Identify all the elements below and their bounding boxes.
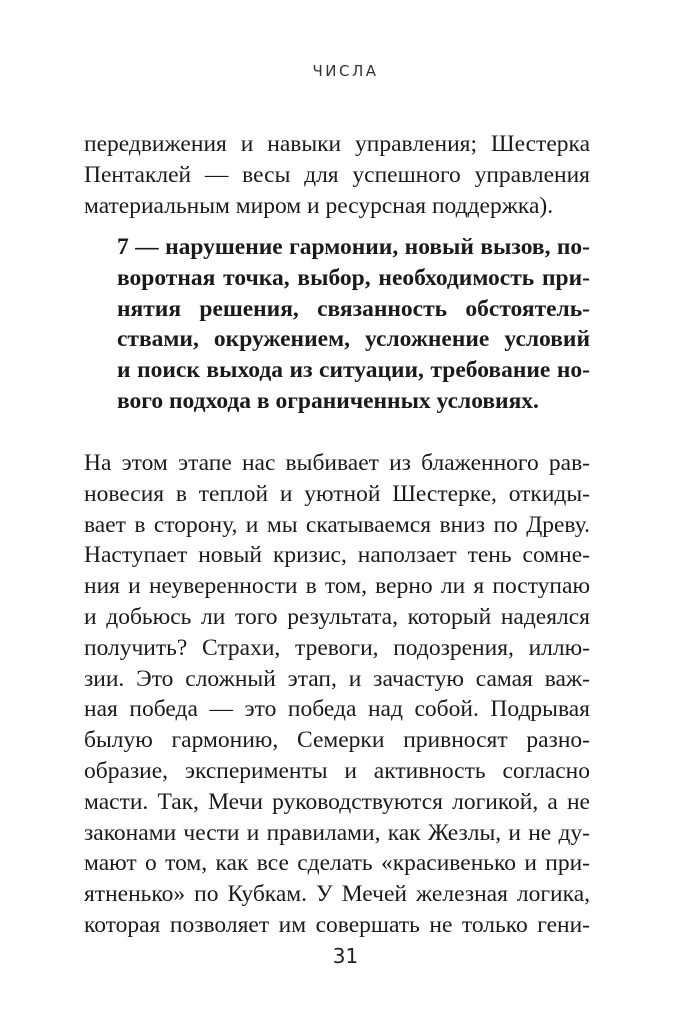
- text-line: которая позволяет им совершать не только гени-: [84, 911, 590, 938]
- text-line: получить? Страхи, тревоги, подозрения, иллю-: [84, 634, 590, 661]
- main-paragraph: [84, 448, 590, 941]
- text-line: 7 — нарушение гармонии, новый вызов, по-: [117, 234, 590, 260]
- page-number: 31: [332, 944, 359, 968]
- text-line: и поиск выхода из ситуации, требование но-: [117, 357, 590, 384]
- text-line: вает в сторону, и мы скатываемся вниз по Древу.: [84, 511, 590, 538]
- text-line: и добьюсь ли того результата, который надеялся: [84, 603, 590, 630]
- text-line: Наступает новый кризис, наползает тень сомне-: [84, 542, 590, 569]
- text-line: Пентаклей — весы для успешного управления: [84, 161, 590, 188]
- text-line: масти. Так, Мечи руководствуются логикой, а не: [84, 788, 590, 815]
- text-line: На этом этапе нас выбивает из блаженного рав-: [84, 450, 590, 476]
- text-line: передвижения и навыки управления; Шестерка: [84, 131, 590, 157]
- text-line: вого подхода в ограниченных условиях.: [117, 387, 539, 414]
- text-line: былую гармонию, Семерки привносят разно-: [84, 727, 590, 754]
- text-line: мают о том, как все сделать «красивенько и при-: [84, 850, 590, 877]
- text-line: законами чести и правилами, как Жезлы, и не ду-: [84, 819, 590, 846]
- running-head: ЧИСЛА: [312, 62, 379, 80]
- text-line: ятненько» по Кубкам. У Мечей железная логика,: [84, 881, 590, 908]
- text-line: нятия решения, связанность обстоятель-: [117, 295, 590, 322]
- text-line: зии. Это сложный этап, и зачастую самая важ-: [84, 665, 590, 692]
- continued-paragraph: [84, 129, 590, 221]
- text-line: новесия в теплой и уютной Шестерке, откиды-: [84, 480, 590, 507]
- text-line: ния и неуверенности в том, верно ли я поступаю: [84, 573, 590, 600]
- text-line: воротная точка, выбор, необходимость при-: [117, 264, 590, 291]
- text-line: ствами, окружением, усложнение условий: [117, 326, 590, 353]
- text-line: ная победа — это победа над собой. Подрывая: [84, 696, 590, 723]
- text-line: образие, эксперименты и активность согласно: [84, 757, 590, 784]
- text-line: материальным миром и ресурсная поддержка).: [84, 192, 554, 219]
- highlighted-definition: [117, 232, 590, 417]
